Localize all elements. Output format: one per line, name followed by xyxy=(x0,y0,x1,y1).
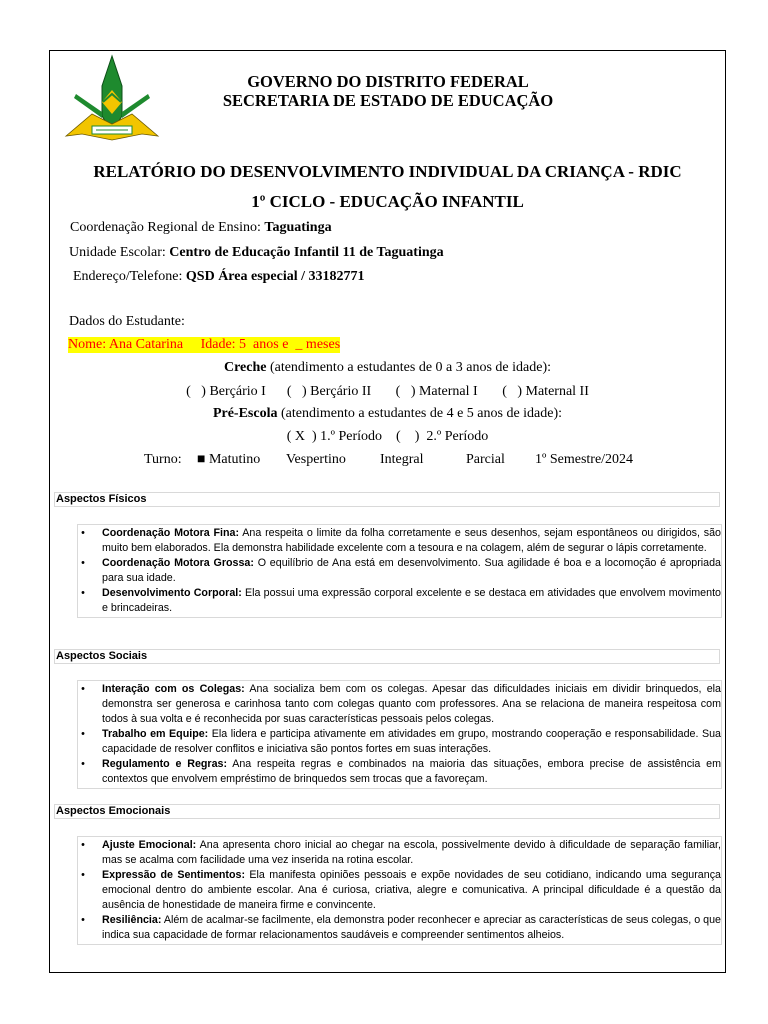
list-item xyxy=(78,682,721,727)
item-text: Ela lidera e participa ativamente em atividades em grupo, mostrando cooperação e responsabilidade. Sua capacidade de resolver conflitos e iniciativa são pontos fortes em suas interações. xyxy=(102,728,721,755)
bullet-icon: • xyxy=(81,869,85,881)
bullet-icon: • xyxy=(81,758,85,770)
student-data-label: Dados do Estudante: xyxy=(69,314,185,329)
list-item xyxy=(78,838,721,868)
option-bercario-2[interactable]: ( ) Berçário II xyxy=(286,384,372,399)
bullet-icon: • xyxy=(81,587,85,599)
pre-school-label: Pré-Escola xyxy=(212,406,278,421)
creche-options xyxy=(49,384,726,400)
list-item xyxy=(78,556,721,586)
item-text: Ela manifesta opiniões pessoais e expõe novidades de seu cotidiano, indicando uma segurança emocional dentro do ambiente escolar. Ana é curiosa, criativa, alegre e comunicativa. A principal dificuldade é a questão da ausência de honestidade de maneira firme e convincente. xyxy=(102,869,721,911)
student-name-age: Nome: Ana Catarina Idade: 5 anos e _ meses xyxy=(68,337,341,352)
government-name: GOVERNO DO DISTRITO FEDERAL xyxy=(247,72,529,91)
section-box-physical xyxy=(77,524,722,618)
item-text: Ana respeita o limite da folha corretamente e seus desenhos, sejam espontâneos ou dirigidos, são muito bem elaborados. Ela demonstra habilidade excelente com a tesoura e na colagem, além de segurar o lápis corretamente. xyxy=(102,527,721,554)
item-text: Ana socializa bem com os colegas. Apesar das dificuldades iniciais em dividir brinquedos, ela demonstra ser generosa e carinhosa tanto com colegas quanto com professores. Ana se relaciona de maneira respeitosa com todos à sua volta e é reconhecida por suas características pessoais pelos colegas. xyxy=(102,683,721,725)
item-label: Coordenação Motora Fina: xyxy=(102,527,240,539)
secretariat-name: SECRETARIA DE ESTADO DE EDUCAÇÃO xyxy=(222,91,554,110)
semester: 1º Semestre/2024 xyxy=(535,452,634,467)
item-text: O equilíbrio de Ana está em desenvolvimento. Sua agilidade é boa e a locomoção é apropriada para sua idade. xyxy=(102,557,721,584)
item-label: Ajuste Emocional: xyxy=(102,839,197,851)
item-label: Coordenação Motora Grossa: xyxy=(102,557,254,569)
creche-description: (atendimento a estudantes de 0 a 3 anos de idade): xyxy=(269,360,552,375)
pre-school-line xyxy=(49,406,726,422)
item-text: Ela possui uma expressão corporal excelente e se destaca em atividades que envolvem movimento e brincadeiras. xyxy=(102,587,721,614)
section-title-emotional: Aspectos Emocionais xyxy=(54,804,720,819)
turno-integral[interactable]: Integral xyxy=(380,452,424,467)
option-periodo-2[interactable]: ( ) 2.º Período xyxy=(396,429,489,444)
item-label: Trabalho em Equipe: xyxy=(102,728,209,740)
turno-matutino[interactable]: ■ Matutino xyxy=(197,452,261,467)
creche-line xyxy=(49,360,726,376)
turno-label: Turno: xyxy=(144,452,182,467)
option-maternal-2[interactable]: ( ) Maternal II xyxy=(502,384,589,399)
coordination-value: Taguatinga xyxy=(264,220,332,235)
item-label: Desenvolvimento Corporal: xyxy=(102,587,242,599)
address-label: Endereço/Telefone: xyxy=(73,269,183,284)
list-item xyxy=(78,586,721,616)
option-periodo-1[interactable]: ( X ) 1.º Período xyxy=(286,429,383,444)
school-unit-line xyxy=(69,245,444,261)
bullet-icon: • xyxy=(81,728,85,740)
report-title: RELATÓRIO DO DESENVOLVIMENTO INDIVIDUAL DA CRIANÇA - RDIC xyxy=(93,162,682,181)
coordination-label: Coordenação Regional de Ensino: xyxy=(70,220,261,235)
list-item xyxy=(78,913,721,943)
bullet-icon: • xyxy=(81,914,85,926)
bullet-icon: • xyxy=(81,557,85,569)
bullet-icon: • xyxy=(81,683,85,695)
bullet-icon: • xyxy=(81,527,85,539)
bullet-icon: • xyxy=(81,839,85,851)
creche-label: Creche xyxy=(223,360,267,375)
section-title-social: Aspectos Sociais xyxy=(54,649,720,664)
option-bercario-1[interactable]: ( ) Berçário I xyxy=(186,384,266,399)
item-label: Interação com os Colegas: xyxy=(102,683,245,695)
list-item xyxy=(78,727,721,757)
coordination-line xyxy=(70,220,332,236)
address-value: QSD Área especial / 33182771 xyxy=(185,269,365,284)
item-label: Regulamento e Regras: xyxy=(102,758,228,770)
item-label: Resiliência: xyxy=(102,914,162,926)
section-box-social xyxy=(77,680,722,789)
section-box-emotional xyxy=(77,836,722,945)
section-title-physical: Aspectos Físicos xyxy=(54,492,720,507)
turno-vespertino[interactable]: Vespertino xyxy=(286,452,346,467)
item-text: Ana respeita regras e combinados na maioria das situações, embora precise de assistência em contextos que envolvem empréstimo de brinquedos sem trocas que a favoreçam. xyxy=(102,758,721,785)
school-unit-value: Centro de Educação Infantil 11 de Taguatinga xyxy=(169,245,444,260)
df-coat-of-arms-icon xyxy=(62,54,162,146)
list-item xyxy=(78,757,721,787)
pre-school-options xyxy=(49,429,726,445)
item-label: Expressão de Sentimentos: xyxy=(102,869,246,881)
address-line xyxy=(73,269,365,285)
school-unit-label: Unidade Escolar: xyxy=(69,245,166,260)
turno-parcial[interactable]: Parcial xyxy=(466,452,505,467)
item-text: Além de acalmar-se facilmente, ela demonstra poder reconhecer e apreciar as características de seus colegas, o que indica sua capacidade de formar relacionamentos saudáveis e compreender sentimentos alheios. xyxy=(102,914,721,941)
report-subtitle: 1º CICLO - EDUCAÇÃO INFANTIL xyxy=(251,192,524,211)
list-item xyxy=(78,526,721,556)
option-maternal-1[interactable]: ( ) Maternal I xyxy=(395,384,478,399)
document-page xyxy=(49,50,726,973)
list-item xyxy=(78,868,721,913)
pre-school-description: (atendimento a estudantes de 4 e 5 anos de idade): xyxy=(280,406,563,421)
item-text: Ana apresenta choro inicial ao chegar na escola, possivelmente devido à dificuldade de separação familiar, mas se acalma com facilidade uma vez inserida na rotina escolar. xyxy=(102,839,721,866)
